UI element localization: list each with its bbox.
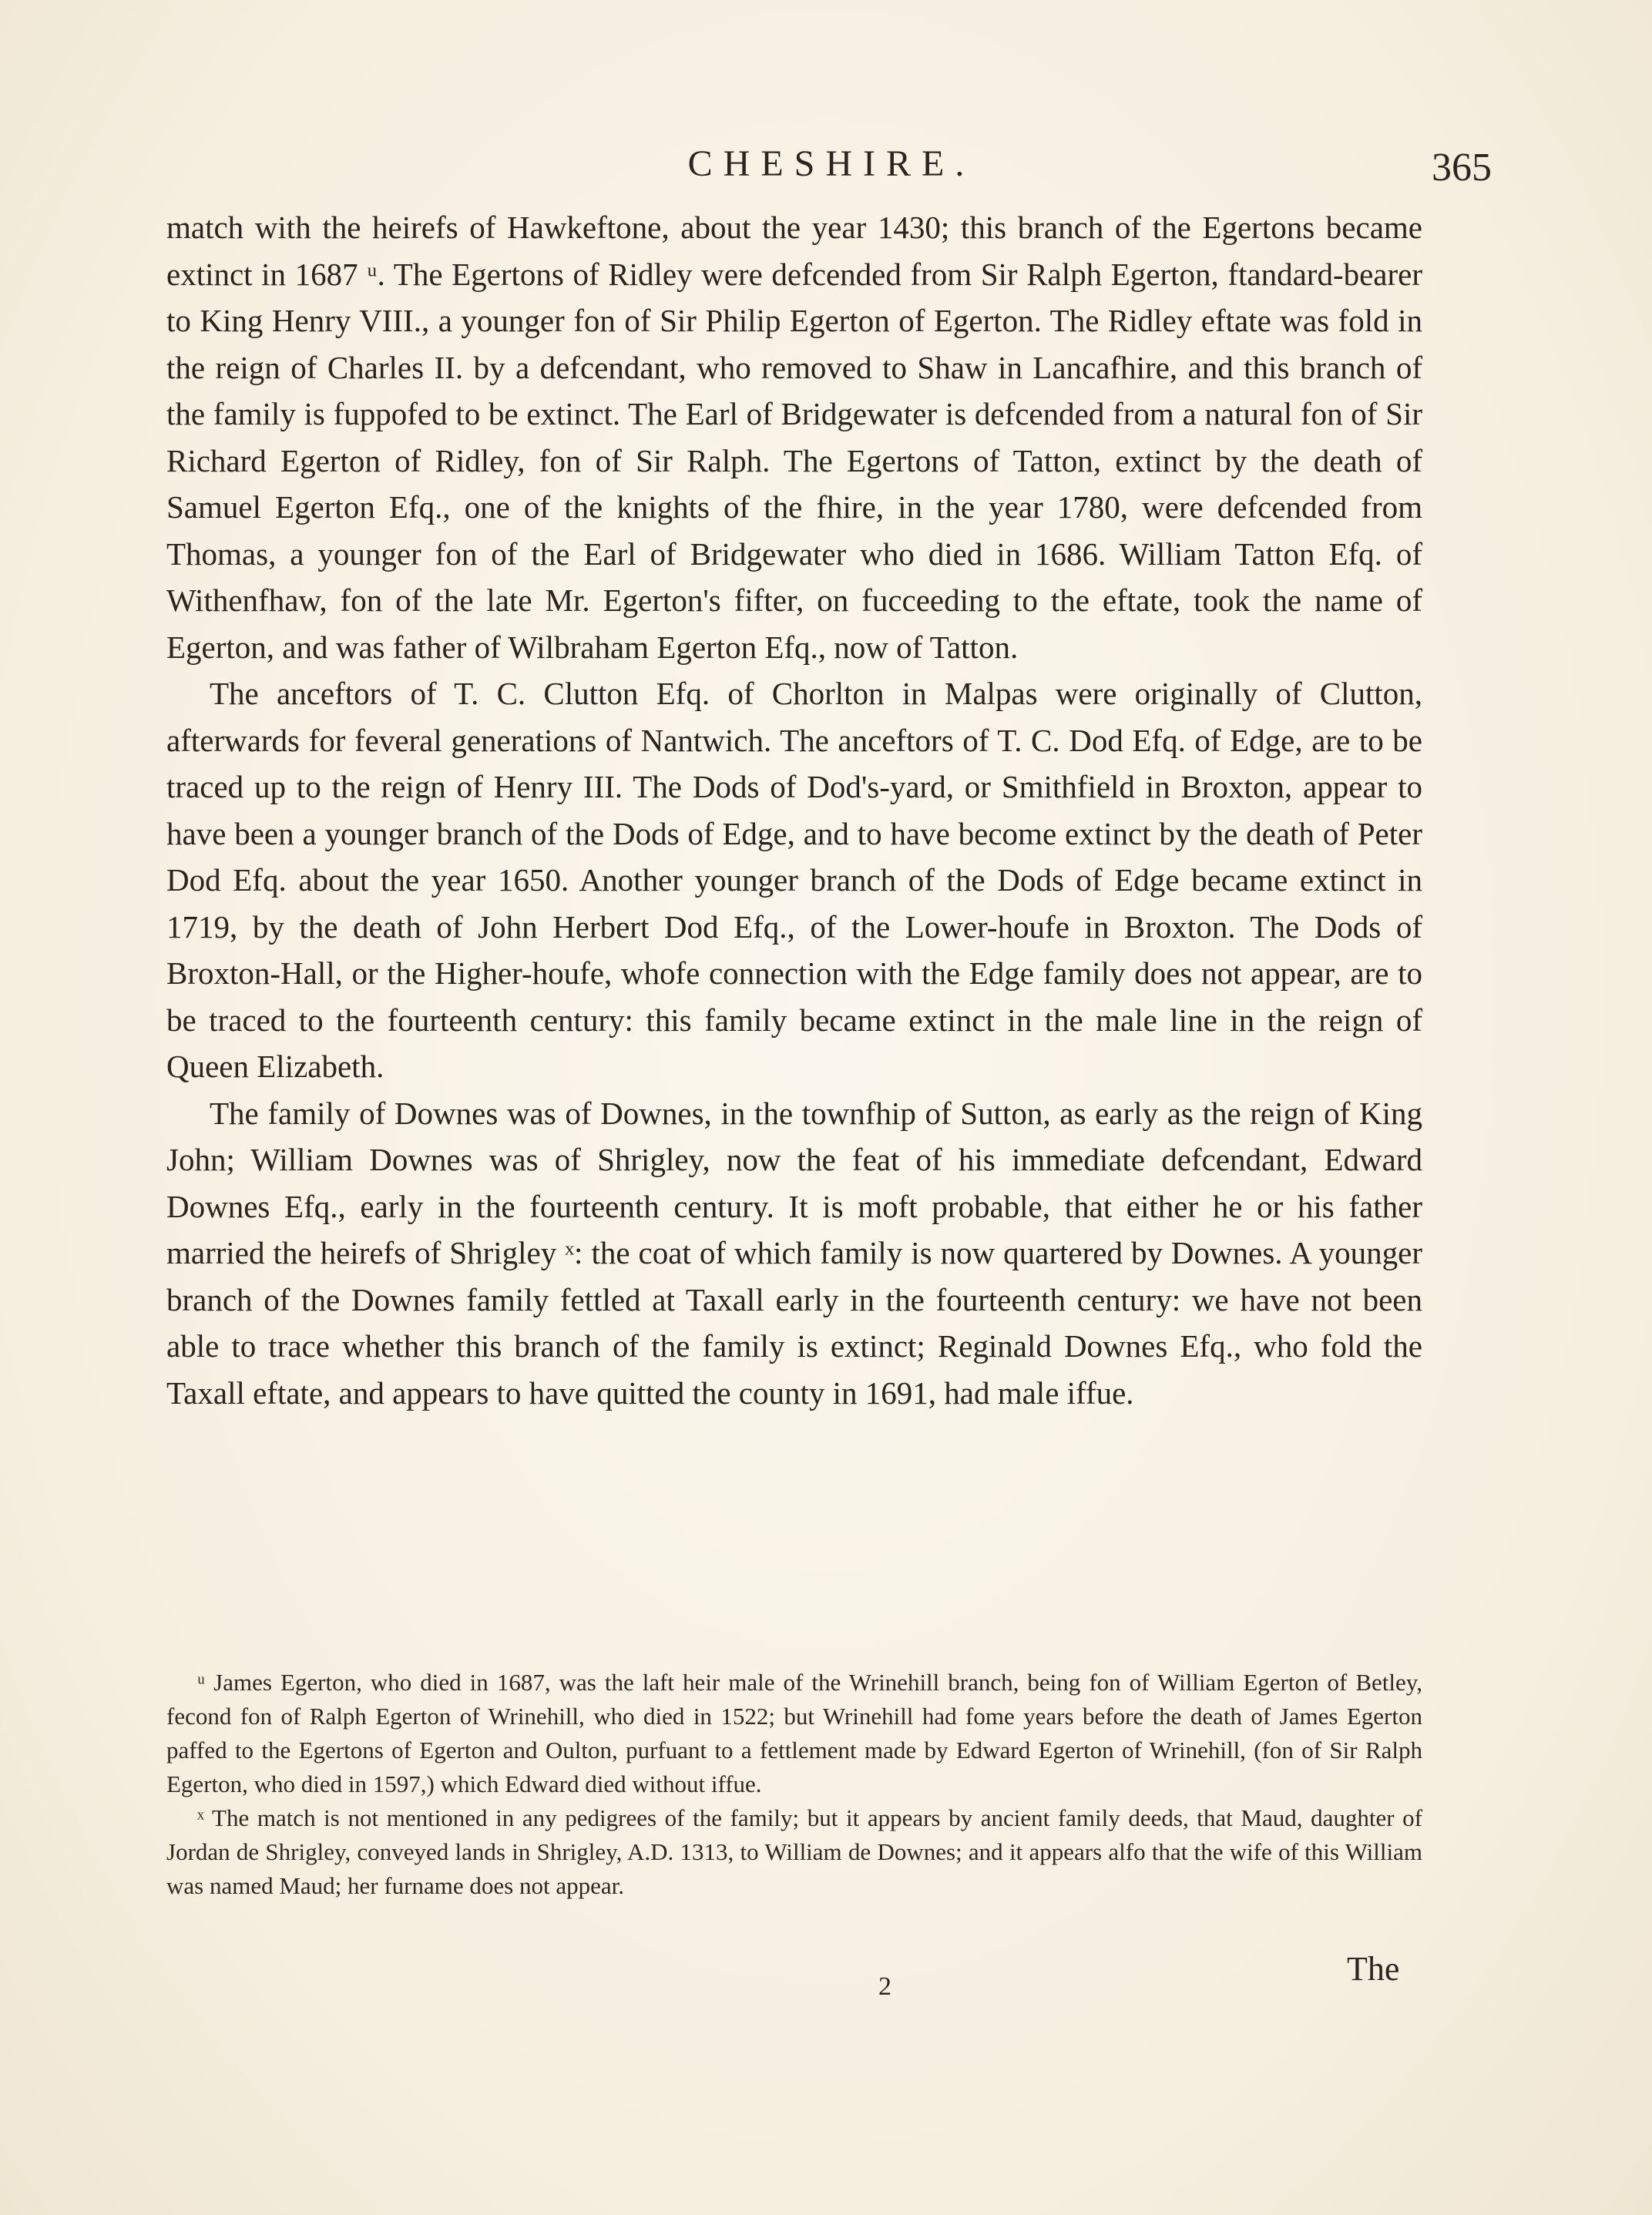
catchword: The <box>1347 1950 1400 1988</box>
running-title-text: CHESHIRE. <box>687 143 975 184</box>
running-title <box>0 143 1652 185</box>
signature-mark: 2 <box>878 1972 891 2001</box>
paragraph-clutton-dod: The anceftors of T. C. Clutton Efq. of Chorlton in Malpas were originally of Clutton, afterwards for feveral generations of Nantwich. The anceftors of T. C. Dod Efq. of Edge, are to be traced up to the reign of Henry III. The Dods of Dod's-yard, or Smithfield in Broxton, appear to have been a younger branch of the Dods of Edge, and to have become extinct by the death of Peter Dod Efq. about the year 1650. Another younger branch of the Dods of Edge became extinct in 1719, by the death of John Herbert Dod Efq., of the Lower-houfe in Broxton. The Dods of Broxton-Hall, or the Higher-houfe, whofe connection with the Edge family does not appear, are to be traced to the fourteenth century: this family became extinct in the male line in the reign of Queen Elizabeth. <box>166 676 1422 1084</box>
paragraph-egertons: match with the heirefs of Hawkeftone, about the year 1430; this branch of the Egertons became extinct in 1687 ᵘ. The Egertons of Ridley were defcended from Sir Ralph Egerton, ftandard-bearer to King Henry VIII., a younger fon of Sir Philip Egerton of Egerton. The Ridley eftate was fold in the reign of Charles II. by a defcendant, who removed to Shaw in Lancafhire, and this branch of the family is fuppofed to be extinct. The Earl of Bridgewater is defcended from a natural fon of Sir Richard Egerton of Ridley, fon of Sir Ralph. The Egertons of Tatton, extinct by the death of Samuel Egerton Efq., one of the knights of the fhire, in the year 1780, were defcended from Thomas, a younger fon of the Earl of Bridgewater who died in 1686. William Tatton Efq. of Withenfhaw, fon of the late Mr. Egerton's fifter, on fucceeding to the eftate, took the name of Egerton, and was father of Wilbraham Egerton Efq., now of Tatton. <box>166 210 1422 665</box>
main-text <box>166 204 1422 1416</box>
footnotes <box>166 1666 1422 1903</box>
footnote-x: ˣ The match is not mentioned in any pedigrees of the family; but it appears by ancient family deeds, that Maud, daughter of Jordan de Shrigley, conveyed lands in Shrigley, A.D. 1313, to William de Downes; and it appears alfo that the wife of this William was named Maud; her furname does not appear. <box>166 1804 1422 1899</box>
footnote-u: ᵘ James Egerton, who died in 1687, was the laft heir male of the Wrinehill branch, being fon of William Egerton of Betley, fecond fon of Ralph Egerton of Wrinehill, who died in 1522; but Wrinehill had fome years before the death of James Egerton paffed to the Egertons of Egerton and Oulton, purfuant to a fettlement made by Edward Egerton of Wrinehill, (fon of Sir Ralph Egerton, who died in 1597,) which Edward died without iffue. <box>166 1669 1422 1797</box>
paragraph-downes: The family of Downes was of Downes, in the townfhip of Sutton, as early as the reign of King John; William Downes was of Shrigley, now the feat of his immediate defcendant, Edward Downes Efq., early in the fourteenth century. It is moft probable, that either he or his father married the heirefs of Shrigley ˣ: the coat of which family is now quartered by Downes. A younger branch of the Downes family fettled at Taxall early in the fourteenth century: we have not been able to trace whether this branch of the family is extinct; Reginald Downes Efq., who fold the Taxall eftate, and appears to have quitted the county in 1691, had male iffue. <box>166 1095 1422 1411</box>
page-number: 365 <box>1432 146 1492 190</box>
